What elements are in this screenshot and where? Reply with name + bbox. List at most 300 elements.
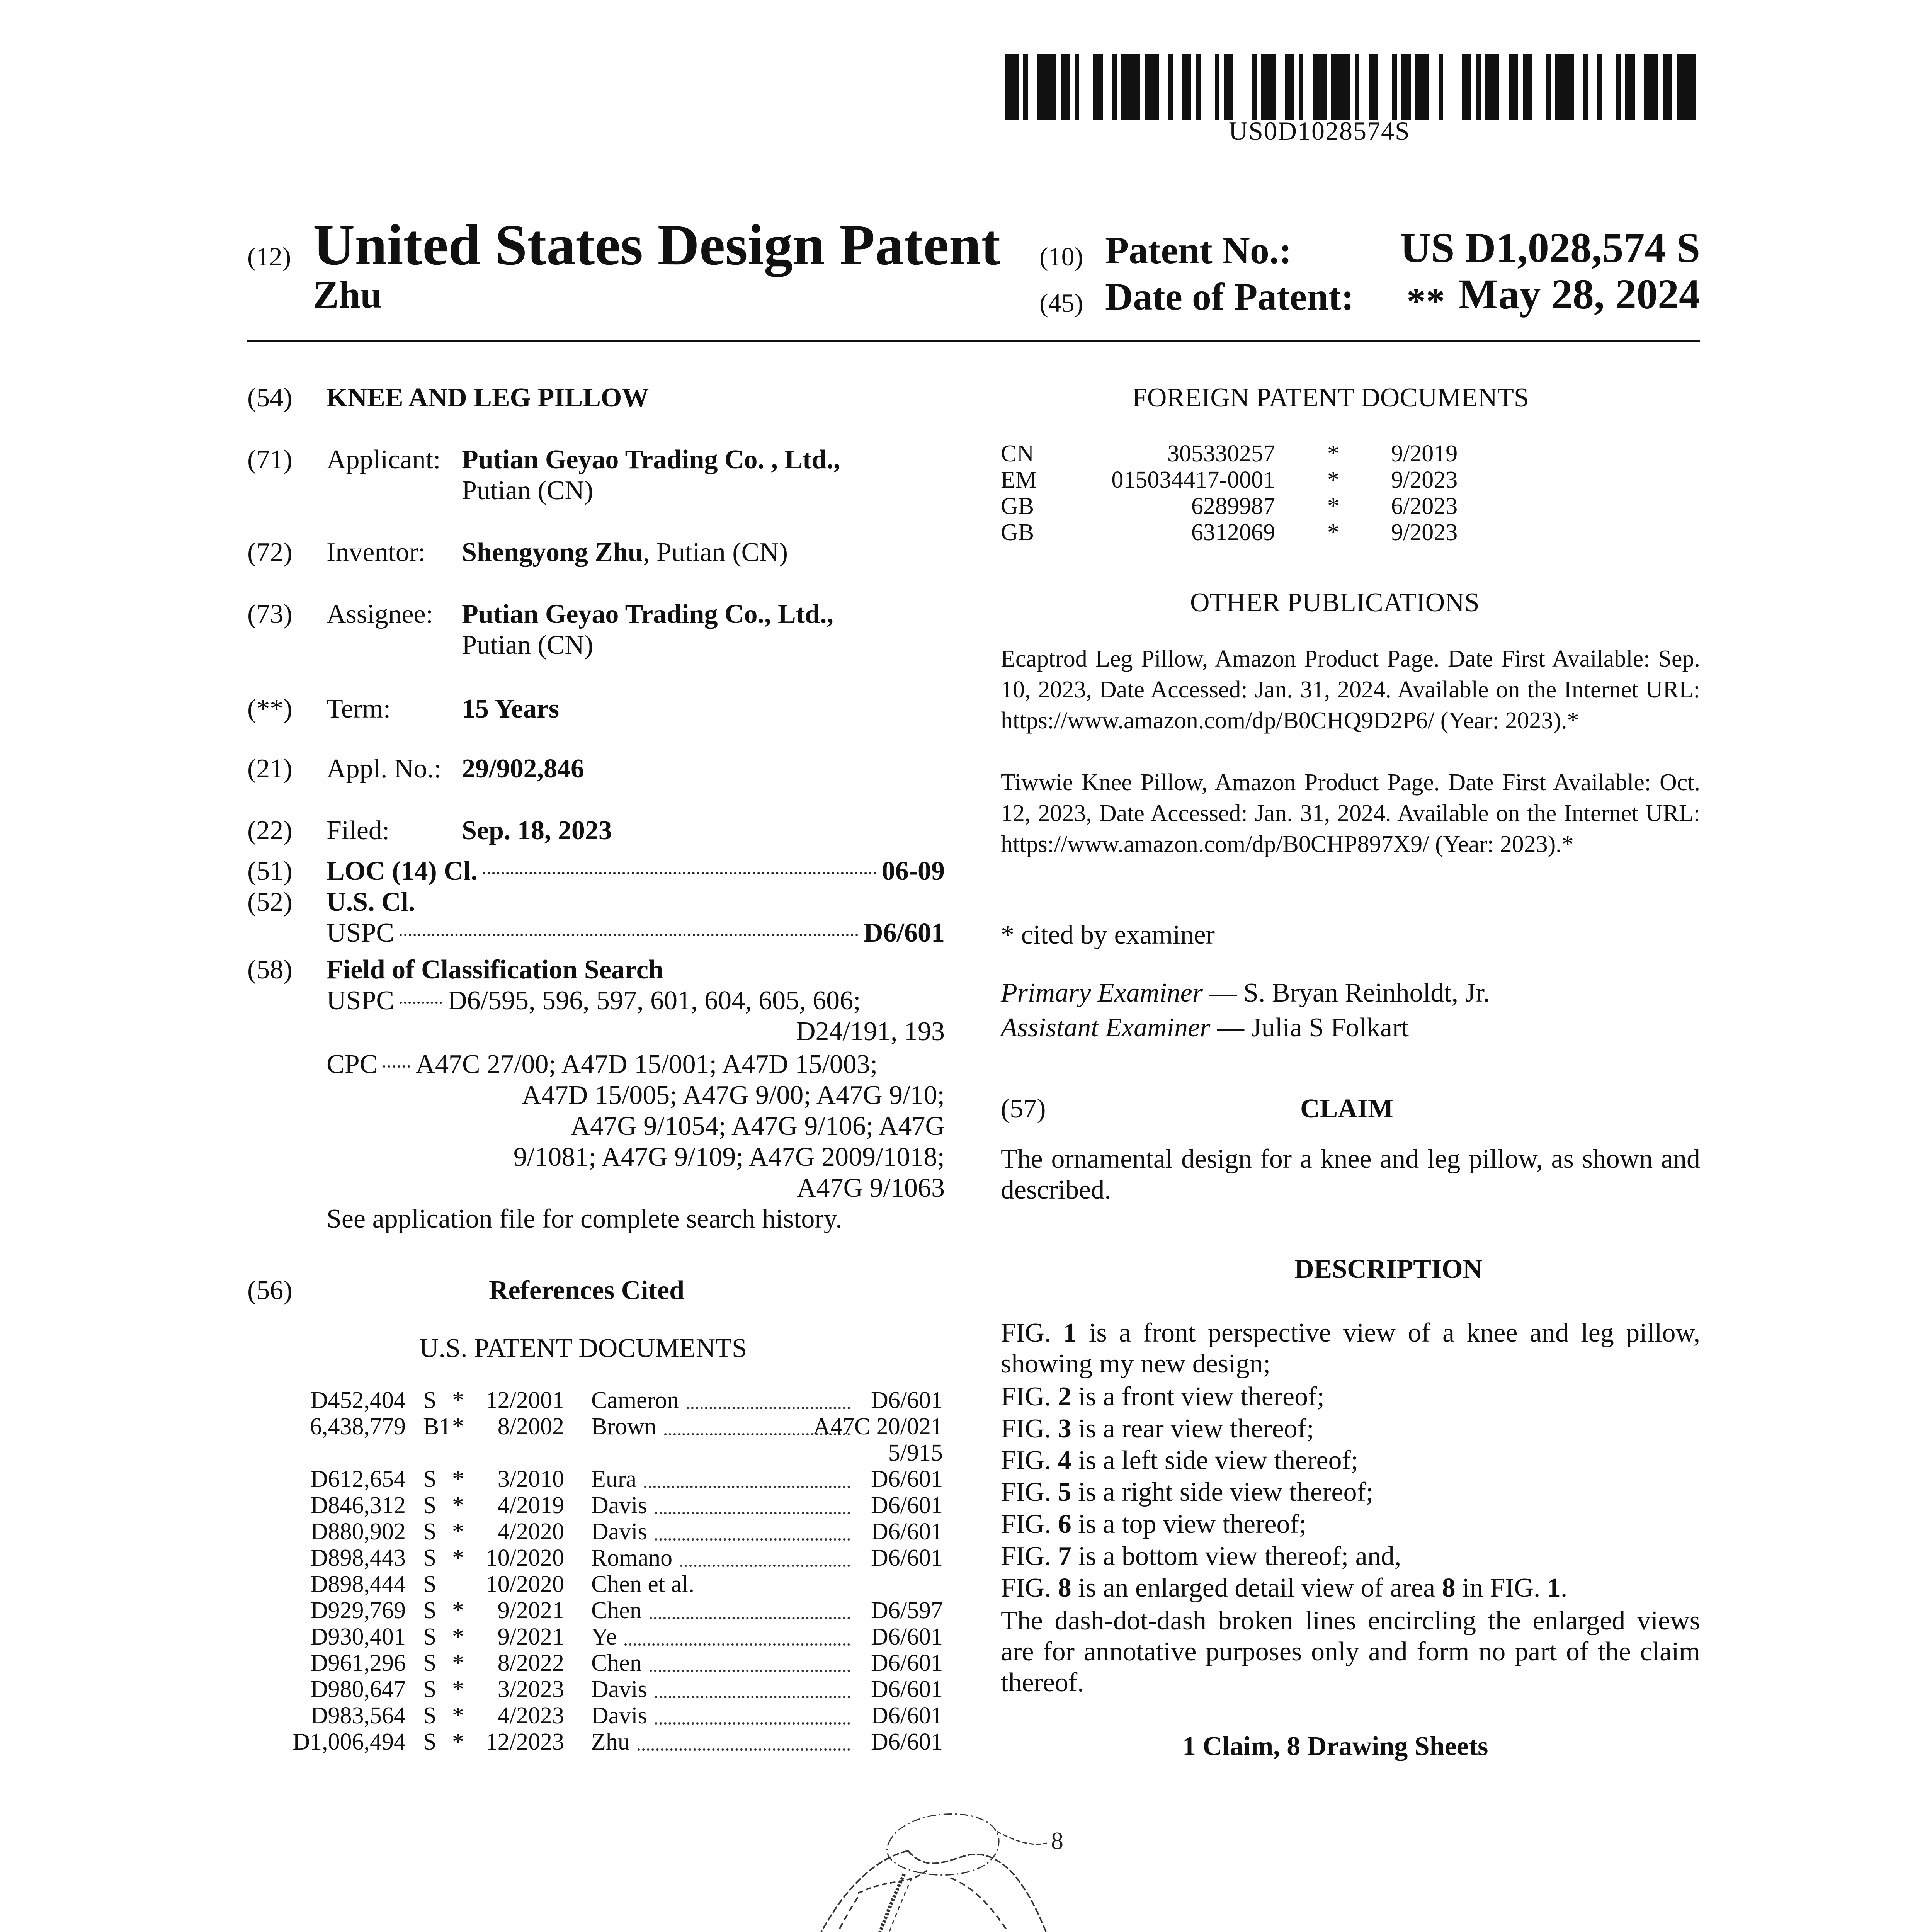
assignee-location: Putian (CN)	[462, 630, 594, 660]
foreign-patent-number: 6312069	[1191, 519, 1275, 546]
barcode-bar	[1215, 54, 1219, 120]
us-patent-class: D6/601	[871, 1624, 943, 1650]
barcode-bar	[1276, 54, 1285, 120]
us-patent-star: *	[452, 1545, 464, 1571]
detail-leader-line	[997, 1832, 1047, 1844]
us-cl-label: U.S. Cl.	[327, 887, 415, 917]
fig-5-description	[1001, 1477, 1373, 1508]
barcode	[1005, 54, 1700, 120]
barcode-bar	[1182, 54, 1191, 120]
foreign-patent-documents-table	[1001, 440, 1700, 556]
fig-8-text-b: in FIG.	[1455, 1573, 1547, 1603]
fig-5-prefix: FIG.	[1001, 1477, 1058, 1507]
other-publication-1: Ecaptrod Leg Pillow, Amazon Product Page. Date First Available: Sep. 10, 2023, Date Accessed: Jan. 31, 2024. Available on the Internet URL: https://www.amazon.com/dp/B0CHQ9D2P6/ (Year: 2023).*	[1001, 646, 1700, 734]
us-patent-date: 9/2021	[497, 1597, 564, 1624]
code-71: (71)	[247, 445, 293, 474]
barcode-bar	[1103, 54, 1112, 120]
us-patent-number: D980,647	[310, 1676, 406, 1702]
us-patent-number: D846,312	[310, 1492, 406, 1519]
primary-examiner	[1001, 978, 1490, 1009]
us-patent-leader-dots	[655, 1538, 850, 1541]
barcode-bar	[1075, 54, 1079, 120]
field-uspc-line	[327, 985, 945, 1016]
description-heading: DESCRIPTION	[1294, 1254, 1483, 1284]
foreign-patent-star: *	[1327, 493, 1339, 519]
foreign-patent-row	[1001, 440, 1658, 467]
us-patent-date: 4/2020	[497, 1519, 564, 1545]
us-patent-documents-table	[286, 1387, 951, 1774]
pillow-right-face	[951, 1878, 1101, 1932]
barcode-bar	[1499, 54, 1509, 120]
foreign-patent-row	[1001, 467, 1658, 493]
barcode-bar	[1191, 54, 1196, 120]
fig-3-prefix: FIG.	[1001, 1414, 1058, 1444]
field-uspc-line1: D6/595, 596, 597, 601, 604, 605, 606;	[447, 986, 861, 1015]
us-patent-date: 8/2022	[497, 1650, 564, 1676]
fig-2-text: is a front view thereof;	[1071, 1382, 1325, 1412]
pillow-outline	[701, 1851, 1151, 1932]
us-patent-documents-heading: U.S. PATENT DOCUMENTS	[419, 1333, 747, 1363]
code-45: (45)	[1039, 288, 1083, 318]
assistant-examiner	[1001, 1012, 1409, 1043]
assignee-label: Assignee:	[327, 599, 434, 629]
barcode-bar	[1327, 54, 1331, 120]
us-patent-class: D6/601	[871, 1519, 943, 1545]
fig-4-prefix: FIG.	[1001, 1446, 1058, 1475]
barcode-bar	[1663, 54, 1672, 120]
barcode-bar	[1196, 54, 1201, 120]
fig-4-description	[1001, 1445, 1358, 1476]
us-patent-kind: S	[423, 1702, 437, 1729]
us-patent-name: Davis	[591, 1702, 647, 1729]
us-patent-name: Ye	[591, 1624, 617, 1650]
us-patent-row	[286, 1597, 943, 1624]
fig-2-prefix: FIG.	[1001, 1382, 1058, 1412]
applicant-label: Applicant:	[327, 445, 441, 474]
barcode-bar	[1546, 54, 1551, 120]
filed-label: Filed:	[327, 816, 390, 845]
us-patent-name: Cameron	[591, 1387, 679, 1413]
fig-3-number: 3	[1058, 1414, 1071, 1444]
barcode-bar	[1518, 54, 1523, 120]
us-patent-leader-dots	[655, 1512, 850, 1514]
barcode-bar	[1523, 54, 1532, 120]
filed-value: Sep. 18, 2023	[462, 816, 612, 845]
fig-3-text: is a rear view thereof;	[1071, 1414, 1314, 1444]
code-72: (72)	[247, 537, 293, 567]
us-patent-class: 5/915	[888, 1440, 943, 1466]
barcode-bar	[1313, 54, 1327, 120]
barcode-bar	[1257, 54, 1261, 120]
us-patent-number: D452,404	[310, 1387, 406, 1413]
us-patent-number: D961,296	[310, 1650, 406, 1676]
foreign-patent-country: CN	[1001, 440, 1034, 467]
cited-by-examiner-note: * cited by examiner	[1001, 920, 1215, 950]
invention-title: KNEE AND LEG PILLOW	[327, 383, 649, 413]
us-patent-name: Romano	[591, 1545, 673, 1571]
barcode-bar	[1028, 54, 1037, 120]
fig-8-prefix: FIG.	[1001, 1573, 1058, 1603]
loc-label: LOC (14) Cl.	[327, 856, 478, 886]
fig-8-description	[1001, 1573, 1567, 1604]
barcode-bar	[1378, 54, 1392, 120]
us-patent-star: *	[452, 1650, 464, 1676]
us-patent-leader-dots	[650, 1617, 850, 1619]
us-patent-kind: S	[423, 1571, 437, 1597]
us-patent-leader-dots	[680, 1564, 850, 1567]
barcode-bar	[1117, 54, 1121, 120]
loc-value: 06-09	[881, 856, 945, 886]
us-patent-leader-dots	[638, 1748, 850, 1751]
foreign-patent-country: GB	[1001, 493, 1034, 519]
foreign-patent-star: *	[1327, 440, 1339, 467]
us-patent-row	[286, 1729, 943, 1755]
barcode-bar	[1597, 54, 1602, 120]
barcode-bar	[1303, 54, 1313, 120]
us-patent-number: D929,769	[310, 1597, 406, 1624]
barcode-bar	[1252, 54, 1257, 120]
fig-7-description	[1001, 1541, 1401, 1572]
us-patent-class: D6/601	[871, 1676, 943, 1702]
barcode-bar	[1555, 54, 1574, 120]
foreign-patent-date: 9/2023	[1391, 519, 1458, 546]
date-marker: **	[1406, 280, 1445, 323]
us-patent-number: D898,443	[310, 1545, 406, 1571]
uspc-class-line	[327, 918, 945, 949]
barcode-bar	[1509, 54, 1518, 120]
barcode-bar	[1056, 54, 1061, 120]
us-patent-star: *	[452, 1702, 464, 1729]
barcode-bar	[1462, 54, 1471, 120]
code-22: (22)	[247, 816, 293, 845]
code-term: (**)	[247, 694, 293, 724]
appl-no-label: Appl. No.:	[327, 754, 442, 784]
inventor-surname: Zhu	[313, 273, 382, 316]
barcode-bar	[1201, 54, 1214, 120]
us-patent-kind: S	[423, 1466, 437, 1492]
other-publication-2: Tiwwie Knee Pillow, Amazon Product Page. Date First Available: Oct. 12, 2023, Date Accessed: Jan. 31, 2024. Available on the Internet URL: https://www.amazon.com/dp/B0CHP897X9/ (Year: 2023).*	[1001, 769, 1700, 857]
barcode-bar	[1621, 54, 1625, 120]
barcode-bar	[1140, 54, 1145, 120]
us-patent-row	[286, 1466, 943, 1492]
foreign-patent-date: 9/2023	[1391, 467, 1458, 493]
code-56: (56)	[247, 1276, 293, 1305]
us-patent-row	[286, 1702, 943, 1729]
fig-4-number: 4	[1058, 1446, 1071, 1475]
inventor-label: Inventor:	[327, 537, 426, 567]
fig-8-text-a: is an enlarged detail view of area	[1071, 1573, 1442, 1603]
barcode-bar	[1369, 54, 1378, 120]
us-patent-kind: S	[423, 1676, 437, 1702]
us-patent-number: D898,444	[310, 1571, 406, 1597]
applicant-name: Putian Geyao Trading Co. , Ltd.,	[462, 445, 840, 474]
fig-2-number: 2	[1058, 1382, 1071, 1412]
barcode-bar	[1429, 54, 1439, 120]
inventor-name: Shengyong Zhu	[462, 537, 643, 567]
uspc-value: D6/601	[864, 918, 945, 948]
us-patent-class: D6/601	[871, 1387, 943, 1413]
patent-number: US D1,028,574 S	[1400, 224, 1700, 271]
foreign-patent-date: 6/2023	[1391, 493, 1458, 519]
us-patent-leader-dots	[644, 1485, 850, 1488]
claim-heading: CLAIM	[1300, 1094, 1394, 1124]
field-cpc-line2: A47D 15/005; A47G 9/00; A47G 9/10;	[522, 1080, 945, 1110]
barcode-bar	[1476, 54, 1481, 120]
us-patent-star: *	[452, 1466, 464, 1492]
fig-7-prefix: FIG.	[1001, 1541, 1058, 1571]
us-patent-row	[286, 1571, 943, 1597]
barcode-bar	[1411, 54, 1415, 120]
us-patent-row	[286, 1492, 943, 1519]
barcode-bar	[1471, 54, 1476, 120]
barcode-bar	[1350, 54, 1355, 120]
references-cited-title: References Cited	[489, 1276, 684, 1305]
us-patent-row	[286, 1676, 943, 1702]
barcode-number: US0D1028574S	[1229, 116, 1410, 146]
us-patent-star: *	[452, 1492, 464, 1519]
us-patent-kind: S	[423, 1650, 437, 1676]
field-search-label: Field of Classification Search	[327, 955, 663, 985]
us-patent-row	[286, 1624, 943, 1650]
claim-text: The ornamental design for a knee and leg pillow, as shown and described.	[1001, 1144, 1700, 1205]
fig-8-ref: 1	[1547, 1573, 1561, 1603]
us-patent-leader-dots	[624, 1643, 850, 1646]
field-cpc-line5: A47G 9/1063	[796, 1173, 945, 1203]
barcode-bar	[1551, 54, 1555, 120]
field-cpc-line3: A47G 9/1054; A47G 9/106; A47G	[570, 1111, 945, 1141]
barcode-bar	[1331, 54, 1350, 120]
code-57: (57)	[1001, 1094, 1046, 1124]
fig-4-text: is a left side view thereof;	[1071, 1446, 1359, 1475]
patent-date: May 28, 2024	[1458, 270, 1700, 318]
pillow-inner-contour	[858, 1870, 927, 1893]
document-type: United States Design Patent	[313, 213, 1001, 277]
us-patent-star: *	[452, 1624, 464, 1650]
fig-5-text: is a right side view thereof;	[1071, 1477, 1374, 1507]
us-patent-class: A47C 20/021	[813, 1413, 943, 1440]
barcode-bar	[1037, 54, 1056, 120]
fig-2-description	[1001, 1381, 1325, 1412]
foreign-patent-star: *	[1327, 467, 1339, 493]
foreign-patent-number: 015034417-0001	[1111, 467, 1275, 493]
fig-3-description	[1001, 1413, 1314, 1444]
barcode-bar	[1159, 54, 1168, 120]
us-patent-name: Davis	[591, 1492, 647, 1519]
term-label: Term:	[327, 694, 391, 724]
us-patent-leader-dots	[687, 1406, 850, 1409]
us-patent-date: 8/2002	[497, 1413, 564, 1440]
uspc-label: USPC	[327, 918, 395, 948]
foreign-patent-country: GB	[1001, 519, 1034, 546]
barcode-bar	[1023, 54, 1028, 120]
code-54: (54)	[247, 383, 293, 413]
us-patent-kind: S	[423, 1545, 437, 1571]
us-patent-row	[286, 1519, 943, 1545]
barcode-bar	[1658, 54, 1663, 120]
other-publications-heading: OTHER PUBLICATIONS	[1190, 588, 1480, 617]
pillow-seam	[772, 1874, 904, 1932]
primary-examiner-name: — S. Bryan Reinholdt, Jr.	[1202, 978, 1490, 1008]
barcode-bar	[1299, 54, 1303, 120]
barcode-bar	[1355, 54, 1359, 120]
barcode-bar	[1481, 54, 1485, 120]
barcode-bar	[1079, 54, 1093, 120]
barcode-bar	[1574, 54, 1583, 120]
fig-5-number: 5	[1058, 1477, 1071, 1507]
field-cpc-line4: 9/1081; A47G 9/109; A47G 2009/1018;	[513, 1142, 945, 1172]
field-uspc-line2: D24/191, 193	[796, 1017, 945, 1046]
us-patent-date: 9/2021	[497, 1624, 564, 1650]
us-patent-leader-dots	[655, 1696, 850, 1698]
barcode-bar	[1070, 54, 1075, 120]
foreign-patent-row	[1001, 519, 1658, 546]
barcode-bar	[1261, 54, 1275, 120]
us-patent-name: Davis	[591, 1676, 647, 1702]
us-patent-number: D983,564	[310, 1702, 406, 1729]
field-uspc-label: USPC	[327, 986, 395, 1015]
foreign-patent-documents-heading: FOREIGN PATENT DOCUMENTS	[1132, 383, 1529, 413]
us-patent-name: Chen	[591, 1650, 642, 1676]
us-patent-date: 12/2023	[485, 1729, 564, 1755]
foreign-patent-number: 6289987	[1191, 493, 1275, 519]
us-patent-name: Chen et al.	[591, 1571, 694, 1597]
us-patent-date: 4/2023	[497, 1702, 564, 1729]
us-patent-star: *	[452, 1519, 464, 1545]
foreign-patent-date: 9/2019	[1391, 440, 1458, 467]
foreign-patent-row	[1001, 493, 1658, 519]
us-patent-number: D612,654	[310, 1466, 406, 1492]
barcode-bar	[1616, 54, 1621, 120]
us-patent-star: *	[452, 1729, 464, 1755]
barcode-bar	[1173, 54, 1182, 120]
us-patent-star: *	[452, 1387, 464, 1413]
patent-no-label: Patent No.:	[1105, 229, 1292, 272]
barcode-bar	[1588, 54, 1597, 120]
barcode-bar	[1644, 54, 1658, 120]
header-rule	[247, 340, 1700, 342]
barcode-bar	[1439, 54, 1443, 120]
barcode-bar	[1168, 54, 1173, 120]
us-patent-kind: B1	[423, 1413, 451, 1440]
barcode-bar	[1121, 54, 1140, 120]
inventor-location: , Putian (CN)	[643, 537, 788, 567]
us-patent-class: D6/601	[871, 1466, 943, 1492]
primary-examiner-label: Primary Examiner	[1001, 978, 1203, 1008]
fig-1-number: 1	[1063, 1318, 1077, 1348]
assistant-examiner-name: — Julia S Folkart	[1210, 1013, 1409, 1043]
us-patent-number: 6,438,779	[310, 1413, 406, 1440]
barcode-bar	[1485, 54, 1499, 120]
us-patent-leader-dots	[650, 1669, 850, 1672]
fig-1-description	[1001, 1318, 1700, 1379]
fig-6-number: 6	[1058, 1509, 1071, 1539]
barcode-bar	[1294, 54, 1299, 120]
broken-lines-note: The dash-dot-dash broken lines encircling the enlarged views are for annotative purposes only and form no part of the claim thereof.	[1001, 1606, 1700, 1697]
fig-8-number: 8	[1058, 1573, 1071, 1603]
us-patent-name: Davis	[591, 1519, 647, 1545]
barcode-bar	[1359, 54, 1369, 120]
us-patent-name: Chen	[591, 1597, 642, 1624]
field-cpc-line1: A47C 27/00; A47D 15/001; A47D 15/003;	[415, 1049, 878, 1079]
us-patent-kind: S	[423, 1519, 437, 1545]
fig-1-text: is a front perspective view of a knee and leg pillow, showing my new design;	[1001, 1318, 1700, 1379]
code-73: (73)	[247, 599, 293, 629]
code-21: (21)	[247, 754, 293, 784]
barcode-bar	[1677, 54, 1695, 120]
fig-6-prefix: FIG.	[1001, 1509, 1058, 1539]
fig-8-area: 8	[1442, 1573, 1456, 1603]
barcode-bar	[1415, 54, 1429, 120]
assignee-name: Putian Geyao Trading Co., Ltd.,	[462, 599, 833, 629]
us-patent-star: *	[452, 1413, 464, 1440]
appl-no-value: 29/902,846	[462, 754, 584, 784]
applicant-location: Putian (CN)	[462, 476, 594, 505]
us-patent-kind: S	[423, 1387, 437, 1413]
field-cpc-label: CPC	[327, 1049, 378, 1079]
barcode-bar	[1602, 54, 1616, 120]
us-patent-date: 4/2019	[497, 1492, 564, 1519]
barcode-bar	[1061, 54, 1070, 120]
us-patent-star: *	[452, 1597, 464, 1624]
foreign-patent-country: EM	[1001, 467, 1037, 493]
us-patent-row	[286, 1545, 943, 1571]
barcode-bar	[1443, 54, 1462, 120]
us-patent-number: D880,902	[310, 1519, 406, 1545]
us-patent-kind: S	[423, 1729, 437, 1755]
fig-6-description	[1001, 1509, 1306, 1540]
us-patent-date: 3/2010	[497, 1466, 564, 1492]
barcode-bar	[1005, 54, 1019, 120]
knee-pillow-drawing	[657, 1777, 1314, 1932]
code-12: (12)	[247, 242, 291, 271]
code-51: (51)	[247, 856, 293, 886]
inventor-entry	[462, 537, 788, 568]
fig-8-text-c: .	[1560, 1573, 1568, 1603]
us-patent-name: Zhu	[591, 1729, 630, 1755]
us-patent-class: D6/601	[871, 1650, 943, 1676]
barcode-bar	[1392, 54, 1396, 120]
date-of-patent-label: Date of Patent:	[1105, 275, 1354, 318]
us-patent-kind: S	[423, 1624, 437, 1650]
barcode-bar	[1093, 54, 1102, 120]
barcode-bar	[1532, 54, 1546, 120]
claims-and-sheets-summary: 1 Claim, 8 Drawing Sheets	[1182, 1731, 1488, 1761]
fig-1-prefix: FIG.	[1001, 1318, 1063, 1348]
barcode-bar	[1224, 54, 1233, 120]
barcode-bar	[1401, 54, 1411, 120]
us-patent-row	[286, 1650, 943, 1676]
us-patent-class: D6/601	[871, 1702, 943, 1729]
foreign-patent-star: *	[1327, 519, 1339, 546]
us-patent-class: D6/601	[871, 1545, 943, 1571]
us-patent-row	[286, 1440, 943, 1466]
us-patent-name: Eura	[591, 1466, 637, 1492]
barcode-bar	[1397, 54, 1401, 120]
assistant-examiner-label: Assistant Examiner	[1001, 1013, 1211, 1043]
us-patent-number: D930,401	[310, 1624, 406, 1650]
us-patent-date: 12/2001	[485, 1387, 564, 1413]
barcode-bar	[1285, 54, 1294, 120]
detail-label-8: 8	[1051, 1827, 1063, 1854]
us-patent-kind: S	[423, 1597, 437, 1624]
barcode-bar	[1233, 54, 1252, 120]
detail-circle	[887, 1814, 999, 1875]
us-patent-date: 10/2020	[485, 1571, 564, 1597]
us-patent-leader-dots	[655, 1722, 850, 1725]
barcode-bar	[1019, 54, 1023, 120]
us-patent-name: Brown	[591, 1413, 656, 1440]
us-patent-date: 3/2023	[497, 1676, 564, 1702]
